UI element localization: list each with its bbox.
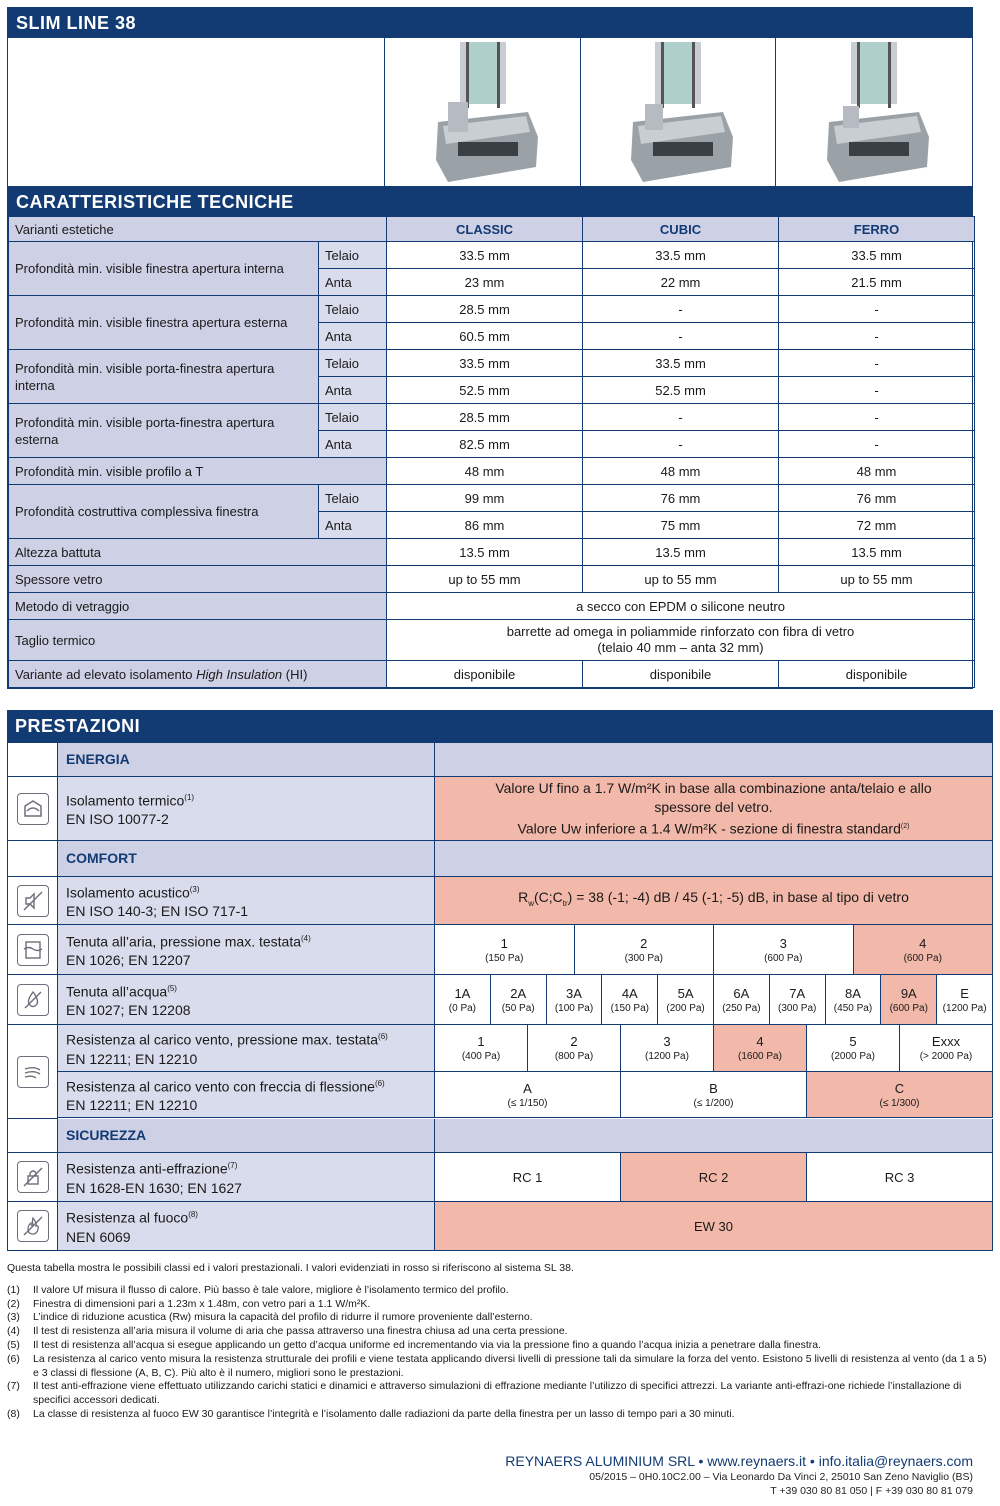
class-cell: RC 3 <box>884 1169 915 1185</box>
footnote-number: (2) <box>7 1297 20 1310</box>
row-value: 33.5 mm <box>779 242 975 269</box>
row-label: Profondità min. visible finestra apertura interna <box>9 242 319 296</box>
row-name: Resistenza anti-effrazione <box>66 1160 228 1177</box>
footnote-text: Finestra di dimensioni pari a 1.23m x 1.48m, con vetro pari a 1.1 W/m²K. <box>33 1297 371 1310</box>
spec-row <box>9 458 975 485</box>
row-value: - <box>779 350 975 377</box>
footnote-text: Il test di resistenza all’aria misura il volume di aria che passa attraverso una finestra chiusa ad una certa pressione. <box>33 1325 568 1338</box>
spec-row <box>9 485 975 512</box>
row-sublabel: Anta <box>319 431 387 458</box>
row-name: Resistenza al carico vento con freccia di flessione <box>66 1078 375 1095</box>
row-name: Isolamento acustico <box>66 884 190 901</box>
footnote-number: (1) <box>7 1283 20 1296</box>
class-cell: 2 (300 Pa) <box>575 925 715 974</box>
footnote-item <box>7 1408 993 1422</box>
category-energia <box>7 743 993 777</box>
class-cell: 3A (100 Pa) <box>547 975 603 1024</box>
footnote-item <box>7 1284 993 1298</box>
phone-line: T +39 030 80 81 050 | F +39 030 80 81 079 <box>770 1485 973 1497</box>
row-sublabel: Telaio <box>319 350 387 377</box>
row-value: 48 mm <box>387 458 583 485</box>
spec-row <box>9 539 975 566</box>
row-value: 28.5 mm <box>387 404 583 431</box>
wind-pressure-classes <box>435 1025 993 1071</box>
col-cubic: CUBIC <box>583 217 779 242</box>
row-sublabel: Anta <box>319 323 387 350</box>
row-vento-freccia: Resistenza al carico vento con freccia di flessione$^{(6)}$ EN 12211; EN 12210 A (≤ 1/150) B (≤ 1/200) C (≤ 1/300) <box>58 1072 993 1118</box>
spec-table <box>8 216 975 688</box>
product-title: SLIM LINE 38 <box>8 8 972 38</box>
row-fuoco: Resistenza al fuoco$^{(8)}$ NEN 6069 EW 30 <box>7 1202 993 1251</box>
row-value: up to 55 mm <box>779 566 975 593</box>
row-label: Profondità min. visible porta-finestra apertura esterna <box>9 404 319 458</box>
wind-block <box>7 1025 993 1119</box>
row-value: 28.5 mm <box>387 296 583 323</box>
footnote-text: La resistenza al carico vento misura la resistenza strutturale dei profili e viene testata applicando diversi livelli di pressione tali da simulare la forza del vento. Esistono 5 livelli di resistenza al vento (da 1 a 5) e 3 classi di flessione (A, B, C). Più alto è il numero, migliori sono le prestazioni. <box>33 1352 987 1379</box>
class-cell: 5 (2000 Pa) <box>807 1025 900 1071</box>
row-value: 13.5 mm <box>387 539 583 566</box>
spec-row-variante <box>9 661 975 688</box>
row-value: 33.5 mm <box>583 242 779 269</box>
footnote-number: (5) <box>7 1338 20 1351</box>
fire-value: EW 30 <box>693 1218 733 1234</box>
row-norm: EN 1027; EN 12208 <box>66 1002 191 1019</box>
class-cell: RC 1 <box>435 1153 621 1201</box>
row-value: - <box>583 323 779 350</box>
row-value: - <box>779 431 975 458</box>
row-value: up to 55 mm <box>583 566 779 593</box>
footnote-text: Il valore Uf misura il flusso di calore. Più basso è tale valore, migliore è l’isolamento termico del profilo. <box>33 1283 509 1296</box>
row-value: - <box>779 377 975 404</box>
profile-image-classic <box>385 38 581 186</box>
row-norm: EN ISO 140-3; EN ISO 717-1 <box>66 903 249 920</box>
row-value: 76 mm <box>583 485 779 512</box>
spec-row <box>9 404 975 431</box>
row-effrazione: Resistenza anti-effrazione$^{(7)}$ EN 1628-EN 1630; EN 1627 RC 1 RC 2 RC 3 <box>7 1153 993 1202</box>
spec-row <box>9 242 975 269</box>
class-cell: 1A (0 Pa) <box>435 975 491 1024</box>
class-cell: A (≤ 1/150) <box>435 1072 621 1117</box>
category-label: COMFORT <box>58 841 435 876</box>
row-value: 33.5 mm <box>387 350 583 377</box>
row-isolamento-acustico: Isolamento acustico$^{(3)}$ EN ISO 140-3; EN ISO 717-1 $R_w(C;C_{tr}) = 38$ (-1; -4) dB / 45 (-1; -5) dB, in base al tipo di vetro <box>7 877 993 925</box>
row-norm: EN ISO 10077-2 <box>66 811 169 828</box>
row-sublabel: Anta <box>319 377 387 404</box>
row-norm: NEN 6069 <box>66 1228 131 1245</box>
profile-image-ferro <box>776 38 972 186</box>
section-title-prestazioni: PRESTAZIONI <box>7 710 993 743</box>
notes-list <box>7 1284 993 1422</box>
row-sublabel: Telaio <box>319 404 387 431</box>
row-value: 48 mm <box>779 458 975 485</box>
row-label: Metodo di vetraggio <box>9 593 387 620</box>
spec-row <box>9 566 975 593</box>
footnote-number: (3) <box>7 1311 20 1324</box>
category-comfort <box>7 841 993 877</box>
water-tightness-icon <box>17 984 49 1016</box>
class-cell: 2 (800 Pa) <box>528 1025 621 1071</box>
wind-deflection-classes <box>435 1072 993 1117</box>
row-norm: EN 1026; EN 12207 <box>66 952 191 969</box>
air-tightness-icon <box>17 934 49 966</box>
spec-header-row <box>9 217 975 242</box>
row-value: - <box>583 296 779 323</box>
class-cell: B (≤ 1/200) <box>621 1072 807 1117</box>
footnote-item <box>7 1353 993 1381</box>
footnote-text: Il test anti-effrazione viene effettuato utilizzando carichi statici e dinamici e attraverso simulazioni di effrazione mediante l’utilizzo di specifici attrezzi. La variante anti-effrazi-one richiede l’installazione di specifici accessori dedicati. <box>33 1380 962 1407</box>
category-label: ENERGIA <box>58 743 435 776</box>
row-label: Altezza battuta <box>9 539 387 566</box>
class-cell: 2A (50 Pa) <box>491 975 547 1024</box>
notes-intro: Questa tabella mostra le possibili classi ed i valori prestazionali. I valori evidenziati in rosso si riferiscono al sistema SL 38. <box>7 1262 574 1274</box>
row-value: 13.5 mm <box>583 539 779 566</box>
row-value: 23 mm <box>387 269 583 296</box>
class-cell: 6A (250 Pa) <box>714 975 770 1024</box>
row-value: 76 mm <box>779 485 975 512</box>
footnote-item <box>7 1339 993 1353</box>
footnote-number: (6) <box>7 1352 20 1365</box>
row-value: 99 mm <box>387 485 583 512</box>
footnotes <box>7 1262 993 1422</box>
row-value: a secco con EPDM o silicone neutro <box>387 593 975 620</box>
thermal-value: Valore Uf fino a 1.7 W/m²K in base alla combinazione anta/telaio e allo spessore del vetro. Valore Uw inferiore a 1.4 W/m²K - sezione di finestra standard$^{(2)}$ <box>495 779 932 837</box>
category-sicurezza <box>7 1119 993 1153</box>
row-label: Profondità costruttiva complessiva finestra <box>9 485 319 539</box>
row-value: - <box>583 431 779 458</box>
row-norm: EN 12211; EN 12210 <box>66 1097 198 1114</box>
wind-load-icon <box>17 1056 49 1088</box>
row-tenuta-aria: Tenuta all’aria, pressione max. testata$^{(4)}$ EN 1026; EN 12207 1 (150 Pa) 2 (300 Pa) 3 (600 Pa) 4 (600 Pa) <box>7 925 993 975</box>
row-label: Taglio termico <box>9 620 387 661</box>
footnote-item <box>7 1325 993 1339</box>
profile-image-cubic <box>581 38 777 186</box>
class-cell: 4A (150 Pa) <box>602 975 658 1024</box>
row-value: 48 mm <box>583 458 779 485</box>
footnote-text: La classe di resistenza al fuoco EW 30 garantisce l’integrità e l’isolamento dalle radiazioni da parte della finestra per un lasso di tempo pari a 30 minuti. <box>33 1407 735 1420</box>
row-norm: EN 1628-EN 1630; EN 1627 <box>66 1179 242 1196</box>
row-value-line2: (telaio 40 mm – anta 32 mm) <box>597 640 764 655</box>
row-label: Spessore vetro <box>9 566 387 593</box>
spec-row <box>9 350 975 377</box>
row-name: Tenuta all’acqua <box>66 983 168 1000</box>
header-label: Varianti estetiche <box>9 217 387 242</box>
class-cell-highlight: 4 (1600 Pa) <box>714 1025 807 1071</box>
row-value: 52.5 mm <box>387 377 583 404</box>
row-value: disponibile <box>779 661 975 688</box>
row-name: Resistenza al carico vento, pressione max. testata <box>66 1031 379 1048</box>
footnote-number: (4) <box>7 1325 20 1338</box>
burglary-resistance-icon <box>17 1161 49 1193</box>
row-label: Profondità min. visible finestra apertura esterna <box>9 296 319 350</box>
class-cell: 5A (200 Pa) <box>658 975 714 1024</box>
spec-row-metodo <box>9 593 975 620</box>
footnote-item <box>7 1298 993 1312</box>
technical-specs-panel <box>7 7 973 689</box>
class-cell: 7A (300 Pa) <box>770 975 826 1024</box>
row-value-line1: barrette ad omega in poliammide rinforzato con fibra di vetro <box>506 624 855 639</box>
class-cell-highlight: RC 2 <box>621 1153 807 1201</box>
class-cell: 3 (1200 Pa) <box>621 1025 714 1071</box>
class-cell: 1 (400 Pa) <box>435 1025 528 1071</box>
row-value: up to 55 mm <box>387 566 583 593</box>
class-cell-highlight: 9A (600 Pa) <box>881 975 937 1024</box>
row-name: Resistenza al fuoco <box>66 1209 189 1226</box>
row-label: Variante ad elevato isolamento High Insulation (HI) <box>9 661 387 688</box>
address-line: 05/2015 – 0H0.10C2.00 – Via Leonardo Da Vinci 2, 25010 San Zeno Naviglio (BS) <box>589 1471 973 1483</box>
class-cell-highlight: 4 (600 Pa) <box>854 925 993 974</box>
burglary-classes <box>435 1153 993 1201</box>
thermal-insulation-icon <box>17 793 49 825</box>
class-cell: Exxx (> 2000 Pa) <box>919 1034 973 1062</box>
row-isolamento-termico: Isolamento termico$^{(1)}$ EN ISO 10077-2 Valore Uf fino a 1.7 W/m²K in base alla combinazione anta/telaio e allo spessore del vetro. Valore Uw inferiore a 1.4 W/m²K - sezione di finestra standard$^{(2)}$ <box>7 777 993 841</box>
row-sublabel: Anta <box>319 269 387 296</box>
row-label: Profondità min. visible porta-finestra apertura interna <box>9 350 319 404</box>
row-value: 13.5 mm <box>779 539 975 566</box>
col-ferro: FERRO <box>779 217 975 242</box>
row-value: 82.5 mm <box>387 431 583 458</box>
row-value: 60.5 mm <box>387 323 583 350</box>
row-sublabel: Telaio <box>319 485 387 512</box>
row-value: 33.5 mm <box>387 242 583 269</box>
row-value: 72 mm <box>779 512 975 539</box>
row-value: disponibile <box>387 661 583 688</box>
row-vento-pressione: Resistenza al carico vento, pressione max. testata$^{(6)}$ EN 12211; EN 12210 1 (400 Pa) 2 (800 Pa) 3 (1200 Pa) 4 (1600 Pa) 5 (2000 Pa) Exxx (> 2000 Pa) <box>58 1025 993 1072</box>
footnote-number: (7) <box>7 1380 20 1393</box>
fire-resistance-icon <box>17 1210 49 1242</box>
profile-images-row <box>8 38 972 186</box>
row-name: Isolamento termico <box>66 792 185 809</box>
row-name: Tenuta all’aria, pressione max. testata <box>66 933 302 950</box>
row-tenuta-acqua: Tenuta all’acqua$^{(5)}$ EN 1027; EN 12208 1A (0 Pa) 2A (50 Pa) 3A (100 Pa) 4A (150 Pa) 5A (200 Pa) 6A (250 Pa) 7A (300 Pa) 8A (450 Pa) 9A (600 Pa) E (1200 Pa) <box>7 975 993 1025</box>
row-value: - <box>583 404 779 431</box>
air-classes <box>435 925 993 974</box>
class-cell: E (1200 Pa) <box>942 985 987 1014</box>
row-value: 75 mm <box>583 512 779 539</box>
spec-body <box>9 242 975 593</box>
row-value: 52.5 mm <box>583 377 779 404</box>
class-cell-highlight: C (≤ 1/300) <box>807 1072 992 1117</box>
row-value: 22 mm <box>583 269 779 296</box>
row-sublabel: Telaio <box>319 296 387 323</box>
acoustic-insulation-icon <box>17 885 49 917</box>
footnote-text: L’indice di riduzione acustica (Rw) misura la capacità del profilo di ridurre il rumore proveniente dall’esterno. <box>33 1311 533 1324</box>
row-value: - <box>779 323 975 350</box>
row-value: - <box>779 296 975 323</box>
row-norm: EN 12211; EN 12210 <box>66 1050 198 1067</box>
row-value: disponibile <box>583 661 779 688</box>
col-classic: CLASSIC <box>387 217 583 242</box>
class-cell: 8A (450 Pa) <box>826 975 882 1024</box>
footnote-text: Il test di resistenza all’acqua si esegue applicando un getto d’acqua uniforme ed incrementando via via la pressione fino a quando l’acqua inizia a penetrare dalla finestra. <box>33 1338 821 1351</box>
performance-panel <box>7 710 993 1251</box>
company-line: REYNAERS ALUMINIUM SRL • www.reynaers.it • info.italia@reynaers.com <box>505 1453 973 1469</box>
acoustic-value: $R_w(C;C_{tr}) = 38$ (-1; -4) dB / 45 (-1; -5) dB, in base al tipo di vetro <box>518 889 909 908</box>
row-sublabel: Telaio <box>319 242 387 269</box>
footnote-item <box>7 1380 993 1408</box>
row-value: - <box>779 404 975 431</box>
footnote-item <box>7 1311 993 1325</box>
class-cell: 1 (150 Pa) <box>435 925 575 974</box>
row-label: Profondità min. visible profilo a T <box>9 458 387 485</box>
footer <box>505 1452 973 1498</box>
class-cell: 3 (600 Pa) <box>714 925 854 974</box>
footnote-number: (8) <box>7 1407 20 1420</box>
row-value: 86 mm <box>387 512 583 539</box>
row-sublabel: Anta <box>319 512 387 539</box>
spec-row <box>9 296 975 323</box>
row-value: 33.5 mm <box>583 350 779 377</box>
category-label: SICUREZZA <box>58 1119 435 1152</box>
row-value: 21.5 mm <box>779 269 975 296</box>
water-classes <box>435 975 993 1024</box>
spec-row-taglio <box>9 620 975 661</box>
section-title-caratteristiche: CARATTERISTICHE TECNICHE <box>8 186 972 216</box>
